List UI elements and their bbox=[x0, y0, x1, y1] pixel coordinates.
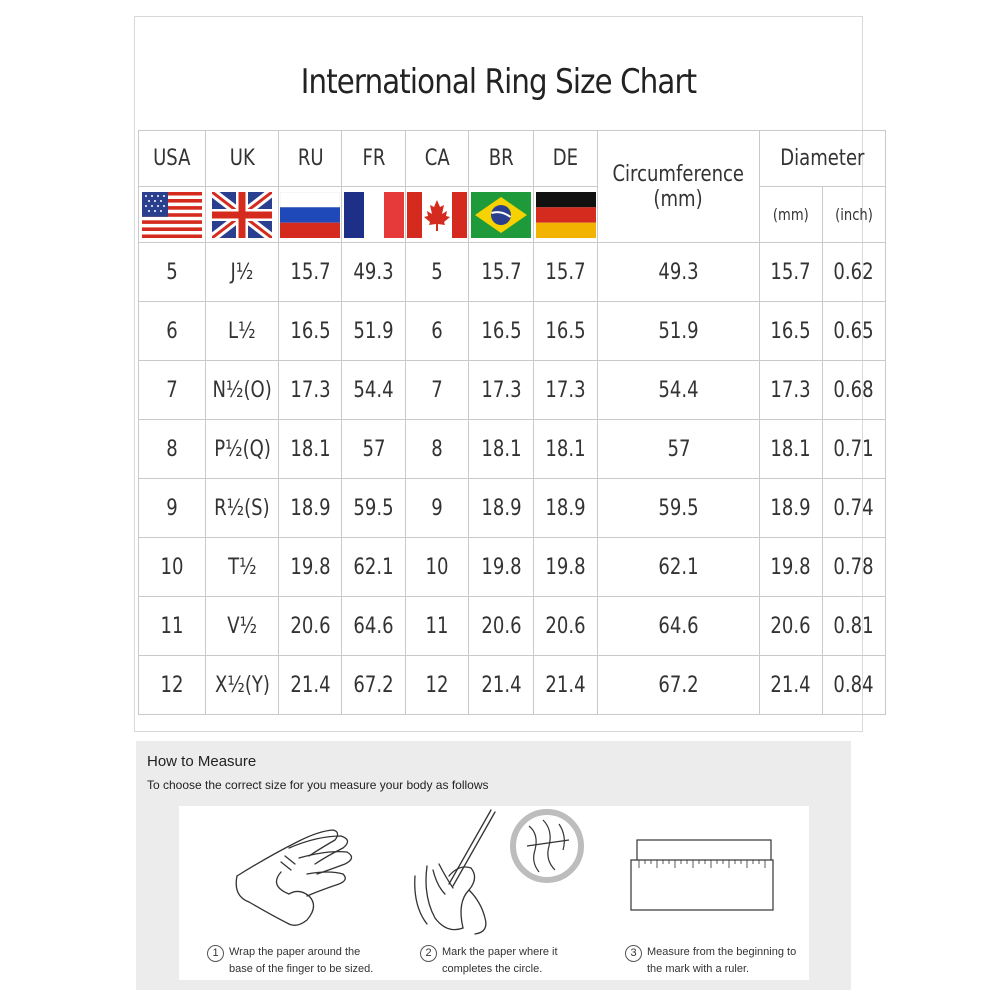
table-row bbox=[139, 479, 886, 538]
table-cell: 18.1 bbox=[469, 420, 534, 479]
table-cell: 19.8 bbox=[279, 538, 342, 597]
table-cell: 16.5 bbox=[279, 302, 342, 361]
table-cell: 8 bbox=[406, 420, 469, 479]
table-cell: 8 bbox=[139, 420, 206, 479]
table-cell: 12 bbox=[139, 656, 206, 715]
table-cell: 51.9 bbox=[342, 302, 406, 361]
how-to-measure-subtitle: To choose the correct size for you measure your body as follows bbox=[147, 778, 489, 792]
table-cell: 17.3 bbox=[279, 361, 342, 420]
table-cell: 57 bbox=[342, 420, 406, 479]
table-cell: 54.4 bbox=[598, 361, 759, 420]
table-cell: 19.8 bbox=[759, 538, 822, 597]
table-cell: 21.4 bbox=[469, 656, 534, 715]
table-cell: 17.3 bbox=[469, 361, 534, 420]
table-cell: 0.62 bbox=[822, 243, 885, 302]
table-cell: 67.2 bbox=[598, 656, 759, 715]
step-3-number: 3 bbox=[625, 945, 642, 962]
table-cell: 7 bbox=[406, 361, 469, 420]
table-cell: 59.5 bbox=[598, 479, 759, 538]
table-cell: 20.6 bbox=[759, 597, 822, 656]
table-cell: 0.78 bbox=[822, 538, 885, 597]
header-ca: CA bbox=[406, 131, 469, 187]
table-cell: 18.9 bbox=[279, 479, 342, 538]
header-diameter-inch: (inch) bbox=[822, 187, 885, 243]
table-cell: V½ bbox=[206, 597, 279, 656]
table-cell: 5 bbox=[139, 243, 206, 302]
table-cell: 18.9 bbox=[534, 479, 598, 538]
table-cell: 51.9 bbox=[598, 302, 759, 361]
germany-flag-icon bbox=[534, 187, 598, 243]
table-cell: 9 bbox=[139, 479, 206, 538]
table-cell: 6 bbox=[139, 302, 206, 361]
table-cell: 16.5 bbox=[759, 302, 822, 361]
table-cell: J½ bbox=[206, 243, 279, 302]
table-cell: 12 bbox=[406, 656, 469, 715]
table-cell: 49.3 bbox=[342, 243, 406, 302]
table-cell: 16.5 bbox=[469, 302, 534, 361]
header-fr: FR bbox=[342, 131, 406, 187]
table-row bbox=[139, 243, 886, 302]
table-cell: 15.7 bbox=[279, 243, 342, 302]
header-diameter-mm: (mm) bbox=[759, 187, 822, 243]
mark-paper-icon bbox=[409, 806, 589, 941]
table-cell: 9 bbox=[406, 479, 469, 538]
usa-flag-icon bbox=[139, 187, 206, 243]
table-cell: 21.4 bbox=[759, 656, 822, 715]
table-cell: 21.4 bbox=[279, 656, 342, 715]
table-cell: 20.6 bbox=[469, 597, 534, 656]
table-row bbox=[139, 302, 886, 361]
table-cell: 10 bbox=[139, 538, 206, 597]
table-cell: 62.1 bbox=[598, 538, 759, 597]
russia-flag-icon bbox=[279, 187, 342, 243]
table-cell: N½(O) bbox=[206, 361, 279, 420]
header-br: BR bbox=[469, 131, 534, 187]
uk-flag-icon bbox=[206, 187, 279, 243]
table-cell: 20.6 bbox=[279, 597, 342, 656]
table-cell: 0.81 bbox=[822, 597, 885, 656]
table-cell: 17.3 bbox=[759, 361, 822, 420]
header-usa: USA bbox=[139, 131, 206, 187]
table-cell: R½(S) bbox=[206, 479, 279, 538]
table-cell: 6 bbox=[406, 302, 469, 361]
header-diameter: Diameter bbox=[759, 131, 885, 187]
table-cell: 54.4 bbox=[342, 361, 406, 420]
how-to-measure-title: How to Measure bbox=[147, 753, 257, 770]
table-cell: 18.1 bbox=[279, 420, 342, 479]
table-cell: 0.84 bbox=[822, 656, 885, 715]
table-cell: T½ bbox=[206, 538, 279, 597]
table-cell: 11 bbox=[139, 597, 206, 656]
table-cell: 15.7 bbox=[534, 243, 598, 302]
header-circumference: Circumference (mm) bbox=[598, 131, 759, 243]
canada-flag-icon bbox=[406, 187, 469, 243]
step-1-number: 1 bbox=[207, 945, 224, 962]
hand-wrap-icon bbox=[229, 816, 359, 946]
table-cell: 15.7 bbox=[759, 243, 822, 302]
table-cell: 18.9 bbox=[759, 479, 822, 538]
table-cell: 59.5 bbox=[342, 479, 406, 538]
table-cell: 62.1 bbox=[342, 538, 406, 597]
step-1-caption: 1 Wrap the paper around the base of the finger to be sized. bbox=[207, 945, 373, 977]
table-cell: 16.5 bbox=[534, 302, 598, 361]
table-cell: 10 bbox=[406, 538, 469, 597]
table-cell: 64.6 bbox=[598, 597, 759, 656]
table-cell: 18.9 bbox=[469, 479, 534, 538]
table-cell: 18.1 bbox=[759, 420, 822, 479]
table-cell: 57 bbox=[598, 420, 759, 479]
table-cell: P½(Q) bbox=[206, 420, 279, 479]
table-row bbox=[139, 361, 886, 420]
table-row bbox=[139, 597, 886, 656]
table-cell: 5 bbox=[406, 243, 469, 302]
table-cell: 7 bbox=[139, 361, 206, 420]
table-cell: 11 bbox=[406, 597, 469, 656]
step-2-number: 2 bbox=[420, 945, 437, 962]
ruler-icon bbox=[629, 836, 779, 916]
measure-steps-panel bbox=[179, 806, 809, 980]
table-cell: 17.3 bbox=[534, 361, 598, 420]
table-cell: 19.8 bbox=[469, 538, 534, 597]
header-ru: RU bbox=[279, 131, 342, 187]
chart-title: International Ring Size Chart bbox=[300, 62, 697, 102]
table-cell: 0.68 bbox=[822, 361, 885, 420]
header-uk: UK bbox=[206, 131, 279, 187]
table-cell: 67.2 bbox=[342, 656, 406, 715]
france-flag-icon bbox=[342, 187, 406, 243]
brazil-flag-icon bbox=[469, 187, 534, 243]
table-row bbox=[139, 420, 886, 479]
table-cell: 19.8 bbox=[534, 538, 598, 597]
table-row bbox=[139, 538, 886, 597]
header-de: DE bbox=[534, 131, 598, 187]
table-cell: 0.71 bbox=[822, 420, 885, 479]
table-cell: 0.74 bbox=[822, 479, 885, 538]
table-cell: 0.65 bbox=[822, 302, 885, 361]
table-cell: 49.3 bbox=[598, 243, 759, 302]
table-cell: 18.1 bbox=[534, 420, 598, 479]
table-cell: 15.7 bbox=[469, 243, 534, 302]
table-cell: 20.6 bbox=[534, 597, 598, 656]
table-cell: 64.6 bbox=[342, 597, 406, 656]
step-2-caption: 2 Mark the paper where it completes the circle. bbox=[420, 945, 558, 977]
table-cell: L½ bbox=[206, 302, 279, 361]
ring-size-table bbox=[138, 130, 886, 715]
table-row bbox=[139, 656, 886, 715]
step-3-caption: 3 Measure from the beginning to the mark with a ruler. bbox=[625, 945, 796, 977]
table-cell: 21.4 bbox=[534, 656, 598, 715]
table-cell: X½(Y) bbox=[206, 656, 279, 715]
